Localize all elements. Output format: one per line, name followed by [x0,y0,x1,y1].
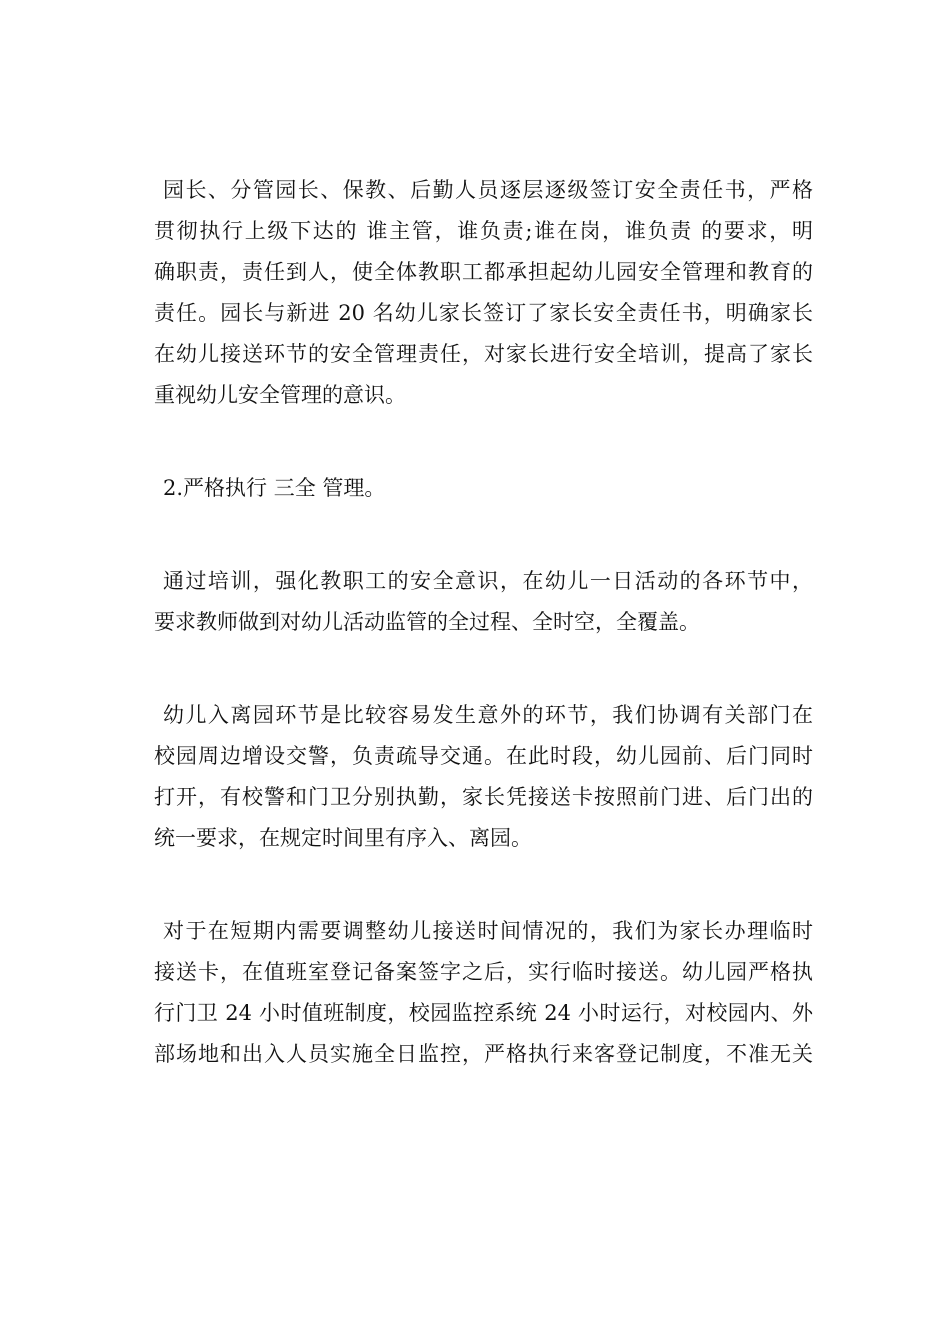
paragraph-entry-exit [145,695,813,859]
text-line: 接送卡，在值班室登记备案签字之后，实行临时接送。幼儿园严格执 [154,960,813,984]
document-body [145,170,813,1075]
paragraph-temporary-pickup [145,911,813,1075]
text-line: 确职责，责任到人，使全体教职工都承担起幼儿园安全管理和教育的 [154,260,813,284]
text-line: 贯彻执行上级下达的 谁主管，谁负责;谁在岗，谁负责 的要求，明 [154,219,813,243]
paragraph-spacer [145,509,813,561]
text-line: 要求教师做到对幼儿活动监管的全过程、全时空，全覆盖。 [154,610,700,634]
paragraph-spacer [145,859,813,911]
text-line: 对于在短期内需要调整幼儿接送时间情况的，我们为家长办理临时 [163,919,813,943]
heading-line: 2.严格执行 三全 管理。 [163,476,386,500]
text-line: 重视幼儿安全管理的意识。 [154,383,406,407]
text-line: 幼儿入离园环节是比较容易发生意外的环节，我们协调有关部门在 [163,703,813,727]
text-line: 通过培训，强化教职工的安全意识，在幼儿一日活动的各环节中， [163,569,813,593]
section-heading [145,468,813,509]
text-line: 统一要求，在规定时间里有序入、离园。 [154,826,532,850]
paragraph-spacer [145,643,813,695]
text-line: 在幼儿接送环节的安全管理责任，对家长进行安全培训，提高了家长 [154,342,813,366]
paragraph-safety-responsibility [145,170,813,416]
paragraph-training [145,561,813,643]
text-line: 部场地和出入人员实施全日监控，严格执行来客登记制度，不准无关 [154,1042,813,1066]
text-line: 打开，有校警和门卫分别执勤，家长凭接送卡按照前门进、后门出的 [154,785,813,809]
text-line: 行门卫 24 小时值班制度，校园监控系统 24 小时运行，对校园内、外 [154,1001,813,1025]
text-line: 责任。园长与新进 20 名幼儿家长签订了家长安全责任书，明确家长 [154,301,813,325]
text-line: 校园周边增设交警，负责疏导交通。在此时段，幼儿园前、后门同时 [154,744,813,768]
text-line: 园长、分管园长、保教、后勤人员逐层逐级签订安全责任书，严格 [163,178,813,202]
paragraph-spacer [145,416,813,468]
